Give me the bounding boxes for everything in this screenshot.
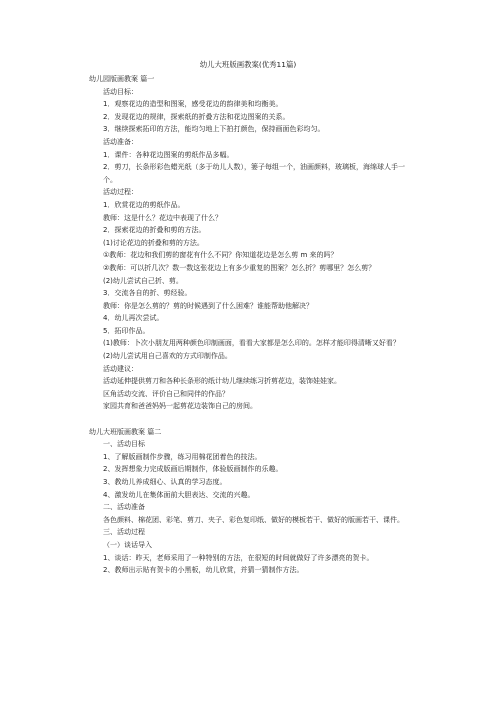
section-gap — [89, 413, 411, 426]
paragraph: 活动目标： — [103, 87, 138, 96]
paragraph: 4、激发幼儿在集体面前大胆表达、交流的兴趣。 — [103, 490, 255, 499]
paragraph: 各色颜料、棉花团、彩笔、剪刀、夹子、彩色复印纸、做好的模板若干、做好的版画若干、课件。 — [103, 515, 404, 524]
paragraph: 1．观察花边的造型和图案，感受花边的韵律美和均衡美。 — [103, 100, 283, 109]
paragraph: 二、活动准备 — [103, 503, 145, 512]
paragraph: 4．幼儿再次尝试。 — [103, 314, 164, 323]
paragraph: 活动过程： — [103, 188, 138, 197]
paragraph: 1、谈话：昨天，老师采用了一种特别的方法，在很短的时间就做好了许多漂亮的贺卡。 — [103, 553, 374, 562]
paragraph: 家园共育和爸爸妈妈一起剪花边装饰自己的房间。 — [103, 402, 257, 411]
paragraph: (1)教师：卜次小朋友用两种颜色印制画面，看看大家都是怎么印的。怎样才能印得清晰又好看？ — [103, 339, 400, 348]
paragraph: 2．剪刀，长条形彩色蜡光纸（多于幼儿人数），篓子每组一个，油画颜料，玻璃板，海绵球人手一个。 — [103, 163, 405, 184]
paragraph: 活动延伸提供剪刀和各种长条形的纸计幼儿继续练习折剪花边，装饰娃娃家。 — [103, 377, 341, 386]
paragraph: (2)幼儿尝试自己折、剪。 — [103, 276, 183, 285]
paragraph: 教师：你是怎么剪的？剪的时候遇到了什么困难？谁能帮助他解决？ — [103, 301, 313, 310]
document-title: 幼儿大班版画教案(优秀11篇) — [199, 60, 297, 69]
paragraph: ②教师：可以折几次？数一数这张花边上有多少重复的图案？怎么折？剪哪里？怎么剪？ — [103, 263, 376, 272]
paragraph: 活动建议： — [103, 364, 138, 373]
paragraph: 教师：这是什么？花边中表现了什么？ — [103, 213, 222, 222]
paragraph: (2)幼儿尝试用自己喜欢的方式印制作品。 — [103, 352, 232, 361]
paragraph: 活动准备： — [103, 137, 138, 146]
paragraph: 3．继续探索拓印的方法，能均匀地上下拍打颜色，保持画面色彩均匀。 — [103, 125, 325, 134]
paragraph: 2．发现花边的规律，探索纸的折叠方法和花边图案的关系。 — [103, 112, 290, 121]
paragraph: 3、教幼儿养成细心、认真的学习态度。 — [103, 478, 227, 486]
paragraph: 区角活动交流、评价自己和同伴的作品？ — [103, 389, 229, 398]
paragraph: （一）谈话导入 — [103, 540, 152, 549]
paragraph: 1．欣赏花边的剪纸作品。 — [103, 200, 185, 209]
paragraph: (1)讨论花边的折叠和剪的方法。 — [103, 238, 204, 247]
section2-heading: 幼儿大班版画教案 篇二 — [89, 427, 162, 436]
paragraph: 2、发挥想象力完成版画后期制作，体验版画制作的乐趣。 — [103, 465, 283, 474]
paragraph: 三、活动过程 — [103, 528, 145, 537]
paragraph: 一、活动目标 — [103, 440, 145, 449]
document-body — [89, 73, 411, 577]
paragraph: ①教师：花边和我们剪的窗花有什么不同？你知道花边是怎么剪 m 来的吗？ — [103, 251, 338, 260]
section1-heading: 幼儿园版画教案 篇一 — [89, 75, 155, 83]
paragraph: 1、了解版画制作步骤，练习用棉花团着色的技法。 — [103, 452, 262, 461]
paragraph: 2．探索花边的折叠和剪的方法。 — [103, 226, 206, 235]
paragraph: 5．拓印作品。 — [103, 326, 150, 335]
paragraph: 3．交流各自的折、剪经验。 — [103, 289, 192, 298]
paragraph: 1．课件：各种花边图案的剪纸作品多幅。 — [103, 150, 234, 159]
paragraph: 2、教师出示贴有贺卡的小黑板，幼儿欣赏，并猜一猜制作方法。 — [103, 566, 304, 575]
